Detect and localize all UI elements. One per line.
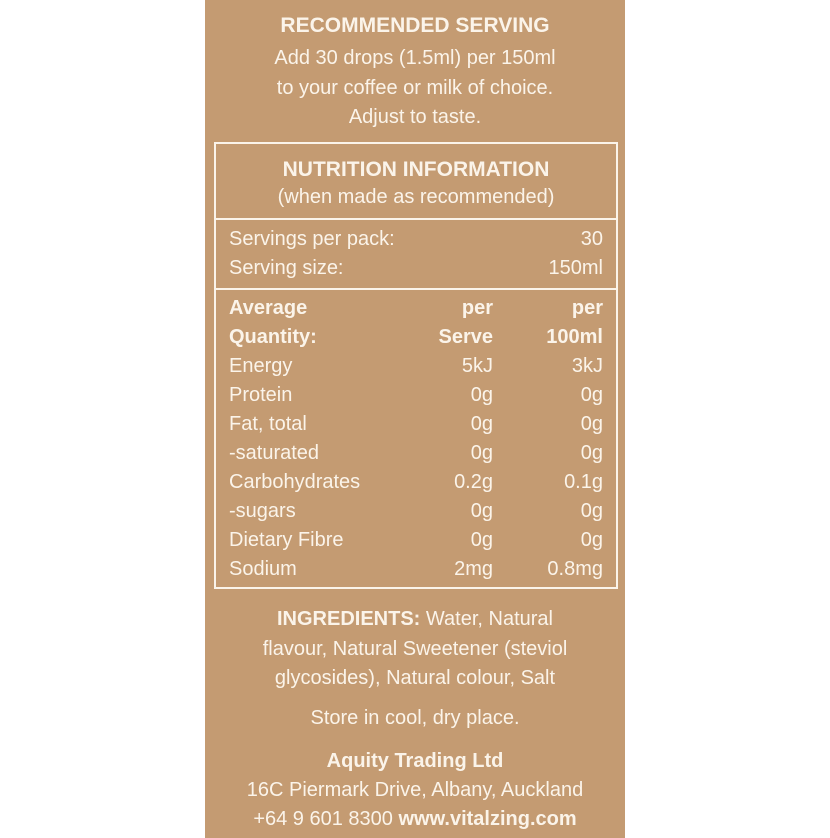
quantity-header: Quantity: xyxy=(229,326,317,348)
nutrient-row xyxy=(229,471,603,499)
nutrient-per-serve: 5kJ xyxy=(461,355,493,377)
recommended-serving-title: RECOMMENDED SERVING xyxy=(280,14,550,37)
table-divider xyxy=(216,218,616,220)
nutrient-per-serve: 0g xyxy=(470,529,493,551)
servings-per-pack-label: Servings per pack: xyxy=(229,228,395,250)
nutrient-row xyxy=(229,500,603,528)
average-header: Average xyxy=(229,297,308,319)
nutrient-row xyxy=(229,529,603,557)
ingredients-line: flavour, Natural Sweetener (steviol xyxy=(262,638,568,660)
serve-header: Serve xyxy=(438,326,493,348)
nutrient-name: -saturated xyxy=(229,442,320,464)
per-serve-header: per xyxy=(461,297,493,319)
nutrient-name: Sodium xyxy=(229,558,297,580)
nutrient-per-100ml: 0g xyxy=(580,500,603,522)
nutrient-row xyxy=(229,355,603,383)
nutrient-per-serve: 0g xyxy=(470,442,493,464)
servings-per-pack-value: 30 xyxy=(580,228,603,250)
ingredients-label: INGREDIENTS: xyxy=(277,608,421,630)
nutrient-name: Fat, total xyxy=(229,413,307,435)
servings-per-pack-row xyxy=(229,228,603,256)
phone-number: +64 9 601 8300 xyxy=(253,808,393,830)
serving-size-value: 150ml xyxy=(548,257,603,279)
nutrition-title: NUTRITION INFORMATION xyxy=(282,158,550,181)
nutrient-per-serve: 0g xyxy=(470,384,493,406)
nutrient-per-100ml: 0g xyxy=(580,442,603,464)
serving-instruction-line: Adjust to taste. xyxy=(348,106,482,128)
nutrient-per-100ml: 3kJ xyxy=(571,355,603,377)
nutrient-per-100ml: 0.8mg xyxy=(547,558,603,580)
nutrient-name: Carbohydrates xyxy=(229,471,361,493)
nutrition-label-panel xyxy=(205,0,625,838)
table-header-row xyxy=(229,326,603,354)
website-link[interactable]: www.vitalzing.com xyxy=(398,808,577,830)
nutrient-per-100ml: 0.1g xyxy=(564,471,603,493)
storage-instructions: Store in cool, dry place. xyxy=(310,707,520,729)
nutrient-name: Dietary Fibre xyxy=(229,529,344,551)
ingredients-text: Water, Natural xyxy=(420,608,553,630)
nutrient-per-serve: 0g xyxy=(470,413,493,435)
company-address: 16C Piermark Drive, Albany, Auckland xyxy=(246,779,584,801)
table-divider xyxy=(216,288,616,290)
nutrient-row xyxy=(229,442,603,470)
nutrient-per-serve: 0g xyxy=(470,500,493,522)
nutrient-name: Energy xyxy=(229,355,293,377)
nutrient-per-100ml: 0g xyxy=(580,413,603,435)
ingredients-line xyxy=(205,608,625,631)
serving-size-label: Serving size: xyxy=(229,257,344,279)
nutrient-per-serve: 2mg xyxy=(454,558,493,580)
table-header-row xyxy=(229,297,603,325)
company-name: Aquity Trading Ltd xyxy=(326,750,504,772)
serving-instruction-line: to your coffee or milk of choice. xyxy=(276,77,554,99)
nutrient-per-serve: 0.2g xyxy=(454,471,493,493)
nutrition-subtitle: (when made as recommended) xyxy=(277,186,555,208)
contact-line xyxy=(205,808,625,831)
ingredients-line: glycosides), Natural colour, Salt xyxy=(274,667,556,689)
nutrient-name: -sugars xyxy=(229,500,296,522)
nutrient-per-100ml: 0g xyxy=(580,529,603,551)
serving-instruction-line: Add 30 drops (1.5ml) per 150ml xyxy=(274,47,556,69)
nutrition-table xyxy=(214,142,618,589)
nutrient-row xyxy=(229,558,603,586)
per-100ml-header: per xyxy=(571,297,603,319)
nutrient-name: Protein xyxy=(229,384,293,406)
nutrient-per-100ml: 0g xyxy=(580,384,603,406)
100ml-header: 100ml xyxy=(546,326,603,348)
serving-size-row xyxy=(229,257,603,285)
nutrient-row xyxy=(229,384,603,412)
nutrient-row xyxy=(229,413,603,441)
